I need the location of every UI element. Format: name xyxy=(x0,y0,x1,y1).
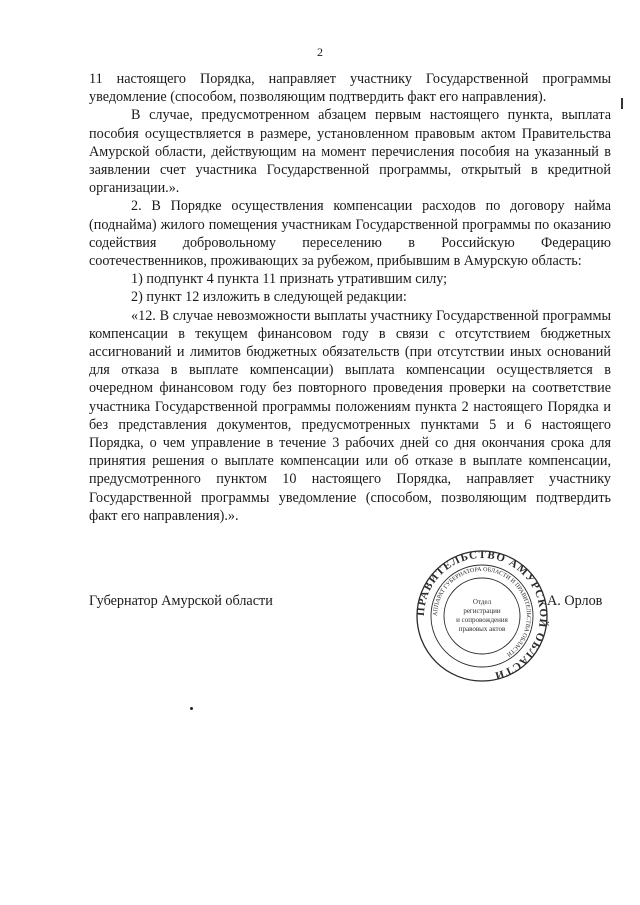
margin-mark xyxy=(621,98,623,109)
stamp-center-line: Отдел xyxy=(472,598,492,606)
stamp-center-line: и сопровождения xyxy=(456,616,508,624)
stamp-center-line: правовых актов xyxy=(458,625,506,633)
paragraph: В случае, предусмотренном абзацем первым настоящего пункта, выплата пособия осуществляется в размере, установленном правовым актом Правительства Амурской области, действующим на момент перечисления пособия на указанный в заявлении счет участника Государственной программы, открытый в кредитной организации.». xyxy=(89,107,611,197)
signature-name: А. Орлов xyxy=(547,593,603,609)
stray-mark xyxy=(190,707,193,710)
paragraph: 2) пункт 12 изложить в следующей редакции: xyxy=(131,289,407,306)
official-stamp xyxy=(415,549,549,683)
signature-title: Губернатор Амурской области xyxy=(89,593,273,609)
stamp-outer-text: ПРАВИТЕЛЬСТВО АМУРСКОЙ ОБЛАСТИ xyxy=(415,549,549,682)
paragraph: 1) подпункт 4 пункта 11 признать утратившим силу; xyxy=(131,271,448,288)
paragraph: 11 настоящего Порядка, направляет участнику Государственной программы уведомление (способом, позволяющим подтвердить факт его направления). xyxy=(89,71,611,106)
stamp-middle-text: АППАРАТ ГУБЕРНАТОРА ОБЛАСТИ И ПРАВИТЕЛЬСТВА ОБЛАСТИ xyxy=(432,566,532,658)
stamp-center-line: регистрации xyxy=(463,607,501,615)
paragraph: «12. В случае невозможности выплаты участнику Государственной программы компенсации в текущем финансовом году в связи с отсутствием бюджетных ассигнований и лимитов бюджетных обязательств (при отсутствии иных оснований для отказа в выплате компенсации) выплата компенсации осуществляется в очередном финансовом году без повторного проведения проверки на соответствие участника Государственной программы положениям пункта 2 настоящего Порядка и без представления документов, предусмотренных пунктами 5 и 6 настоящего Порядка, о чем управление в течение 3 рабочих дней со дня окончания срока для принятия решения о выплате компенсации или об отказе в выплате компенсации, предусмотренного пунктом 10 настоящего Порядка, направляет участнику Государственной программы уведомление (способом, позволяющим подтвердить факт его направления).». xyxy=(89,307,611,524)
document-body xyxy=(89,70,611,525)
paragraph: 2. В Порядке осуществления компенсации расходов по договору найма (поднайма) жилого помещения участникам Государственной программы по оказанию содействия добровольному переселению в Российскую Федерацию соотечественников, проживающих за рубежом, прибывшим в Амурскую область: xyxy=(89,198,611,270)
page-number: 2 xyxy=(317,45,323,59)
